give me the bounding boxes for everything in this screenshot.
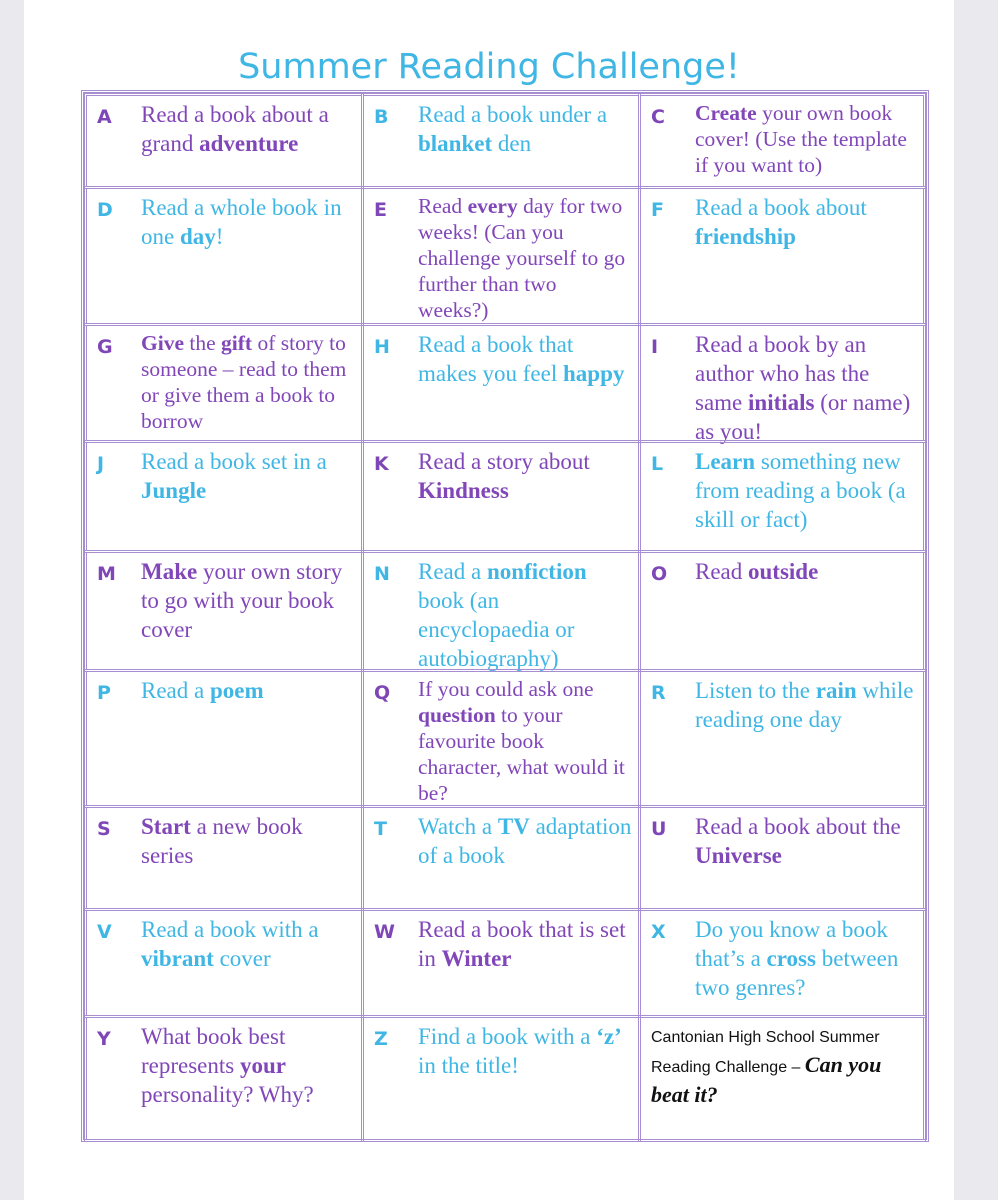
challenge-cell-d	[84, 186, 364, 326]
challenge-text	[695, 676, 917, 734]
challenge-letter: F	[651, 199, 664, 221]
challenge-keyword: poem	[209, 678, 264, 703]
footer-cell	[638, 1015, 926, 1142]
challenge-text-pre: Listen to the	[695, 678, 816, 703]
challenge-keyword: outside	[748, 559, 819, 584]
challenge-grid	[81, 90, 929, 1142]
challenge-cell-p	[84, 669, 364, 808]
footer-emphasis: Can you beat it?	[651, 1052, 882, 1107]
challenge-keyword: Winter	[441, 946, 512, 971]
challenge-letter: C	[651, 106, 665, 128]
challenge-cell-y	[84, 1015, 364, 1142]
challenge-letter: T	[374, 818, 387, 840]
challenge-letter: Z	[374, 1028, 388, 1050]
challenge-text	[418, 812, 632, 870]
challenge-letter: M	[97, 563, 116, 585]
challenge-text-post: adaptation of a book	[418, 814, 632, 868]
page-title	[24, 42, 954, 92]
challenge-letter: A	[97, 106, 112, 128]
challenge-keyword: Create	[695, 101, 757, 125]
challenge-text-post: den	[492, 131, 532, 156]
challenge-text	[418, 193, 632, 323]
challenge-text-pre: Read a book under a	[418, 102, 608, 127]
challenge-cell-n	[361, 550, 641, 672]
challenge-text-pre: Read a story about	[418, 449, 590, 474]
challenge-text	[141, 1022, 355, 1109]
challenge-text	[418, 676, 632, 806]
challenge-letter: E	[374, 199, 387, 221]
challenge-letter: J	[97, 453, 105, 475]
challenge-cell-k	[361, 440, 641, 553]
challenge-text-pre: Read a book that makes you feel	[418, 332, 574, 386]
challenge-text-pre: Read a whole book in one	[141, 195, 342, 249]
challenge-text-pre: Read	[695, 559, 749, 584]
challenge-text	[418, 447, 632, 505]
challenge-letter: S	[97, 818, 111, 840]
challenge-text	[141, 330, 355, 434]
challenge-text-post: while reading one day	[695, 678, 914, 732]
challenge-cell-a	[84, 93, 364, 189]
challenge-text-pre: Do you know a book that’s a	[695, 917, 888, 971]
challenge-cell-m	[84, 550, 364, 672]
challenge-keyword: question	[418, 703, 496, 727]
challenge-cell-h	[361, 323, 641, 443]
challenge-cell-w	[361, 908, 641, 1018]
challenge-keyword: cross	[766, 946, 816, 971]
challenge-text-pre: What book best represents	[141, 1024, 286, 1078]
challenge-keyword: Jungle	[141, 478, 207, 503]
challenge-cell-o	[638, 550, 926, 672]
challenge-letter: O	[651, 563, 668, 585]
challenge-text	[418, 915, 632, 973]
challenge-letter: K	[374, 453, 389, 475]
challenge-keyword: your	[240, 1053, 286, 1078]
challenge-cell-f	[638, 186, 926, 326]
challenge-text-pre: Read a book about	[695, 195, 867, 220]
challenge-letter: G	[97, 336, 113, 358]
title-text: Summer Reading Challenge!	[238, 47, 740, 87]
challenge-text-pre: Read a book with a	[141, 917, 319, 942]
challenge-letter: X	[651, 921, 666, 943]
challenge-letter: Q	[374, 682, 391, 704]
challenge-text-post: (or name) as you!	[695, 390, 911, 444]
challenge-keyword: vibrant	[141, 946, 214, 971]
challenge-letter: D	[97, 199, 113, 221]
challenge-cell-x	[638, 908, 926, 1018]
challenge-text	[695, 447, 917, 534]
challenge-text	[695, 100, 917, 178]
challenge-cell-r	[638, 669, 926, 808]
challenge-text-post: !	[215, 224, 224, 249]
challenge-text-pre: Read a	[141, 678, 210, 703]
challenge-text-pre: Read	[418, 194, 468, 218]
challenge-keyword: day	[179, 224, 216, 249]
challenge-text-pre: Read a book set in a	[141, 449, 327, 474]
challenge-cell-t	[361, 805, 641, 911]
challenge-text	[695, 557, 917, 586]
challenge-text	[695, 812, 917, 870]
challenge-keyword: happy	[562, 361, 625, 386]
challenge-letter: Y	[97, 1028, 111, 1050]
challenge-letter: H	[374, 336, 390, 358]
challenge-text-post: between two genres?	[695, 946, 899, 1000]
challenge-letter: N	[374, 563, 390, 585]
challenge-text-post: your own book cover! (Use the template if you want to)	[695, 101, 907, 177]
challenge-text	[418, 557, 632, 673]
challenge-text-post: in the title!	[418, 1053, 519, 1078]
challenge-cell-q	[361, 669, 641, 808]
challenge-keyword: Universe	[695, 843, 782, 868]
challenge-text-pre: Read a book that is set in	[418, 917, 626, 971]
challenge-cell-s	[84, 805, 364, 911]
challenge-cell-c	[638, 93, 926, 189]
challenge-text-post: a new book series	[141, 814, 303, 868]
challenge-keyword: Start	[141, 814, 191, 839]
challenge-keyword: blanket	[418, 131, 493, 156]
challenge-text	[141, 676, 355, 705]
challenge-text	[141, 100, 355, 158]
challenge-cell-u	[638, 805, 926, 911]
challenge-text-post: day for two weeks! (Can you challenge yourself to go further than two weeks?)	[418, 194, 626, 322]
challenge-letter: B	[374, 106, 389, 128]
challenge-letter: R	[651, 682, 666, 704]
challenge-text-post: personality? Why?	[141, 1082, 314, 1107]
challenge-cell-v	[84, 908, 364, 1018]
challenge-keyword: every	[467, 194, 518, 218]
challenge-text-post: something new from reading a book (a skill or fact)	[695, 449, 906, 532]
challenge-cell-g	[84, 323, 364, 443]
challenge-cell-z	[361, 1015, 641, 1142]
challenge-keyword: Kindness	[418, 478, 509, 503]
footer-text	[651, 1024, 917, 1111]
challenge-cell-l	[638, 440, 926, 553]
challenge-text-post: cover	[213, 946, 271, 971]
challenge-text	[418, 100, 632, 158]
challenge-letter: L	[651, 453, 664, 475]
challenge-keyword: initials	[748, 390, 815, 415]
challenge-text-pre: Read a book about the	[695, 814, 901, 839]
challenge-letter: I	[651, 336, 659, 358]
challenge-text-pre: Read a	[418, 559, 487, 584]
challenge-keyword: ‘z’	[596, 1024, 622, 1049]
challenge-text-pre: Read a book by an author who has the same	[695, 332, 870, 415]
challenge-text	[141, 812, 355, 870]
challenge-cell-b	[361, 93, 641, 189]
challenge-text	[141, 447, 355, 505]
challenge-letter: U	[651, 818, 667, 840]
challenge-letter: P	[97, 682, 111, 704]
challenge-text-pre: If you could ask one	[418, 677, 594, 701]
challenge-keyword: TV	[497, 814, 530, 839]
challenge-keyword: friendship	[695, 224, 796, 249]
footer-line: Cantonian High School Summer Reading Challenge –	[651, 1029, 880, 1076]
challenge-keyword: rain	[815, 678, 857, 703]
challenge-letter: V	[97, 921, 112, 943]
challenge-text	[141, 557, 355, 644]
challenge-text	[418, 330, 632, 388]
challenge-text	[141, 915, 355, 973]
challenge-cell-e	[361, 186, 641, 326]
challenge-keyword: Make	[141, 559, 198, 584]
challenge-cell-j	[84, 440, 364, 553]
challenge-text	[695, 915, 917, 1002]
challenge-text-pre: Watch a	[418, 814, 498, 839]
challenge-text-post: book (an encyclopaedia or autobiography)	[418, 588, 575, 671]
challenge-text	[695, 330, 917, 446]
challenge-text-post: your own story to go with your book cover	[141, 559, 343, 642]
document-page	[24, 0, 954, 1200]
challenge-letter: W	[374, 921, 395, 943]
challenge-text-pre: Read a book about a grand	[141, 102, 329, 156]
challenge-keyword: Learn	[695, 449, 756, 474]
challenge-text	[695, 193, 917, 251]
challenge-text	[141, 193, 355, 251]
challenge-text-post: to your favourite book character, what would it be?	[418, 703, 625, 805]
challenge-keyword: adventure	[199, 131, 299, 156]
challenge-keyword: nonfiction	[486, 559, 587, 584]
challenge-text	[418, 1022, 632, 1080]
challenge-text-pre: Give the gift of story to someone – read to them or give them a book to borrow	[141, 331, 347, 433]
challenge-text-pre: Find a book with a	[418, 1024, 597, 1049]
challenge-cell-i	[638, 323, 926, 443]
